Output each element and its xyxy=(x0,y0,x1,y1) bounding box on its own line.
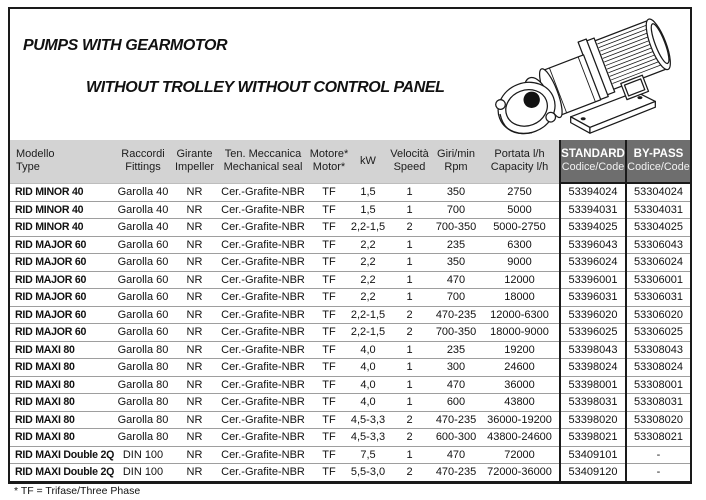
model-cell: RID MAXI 80 xyxy=(10,394,114,412)
table-cell: 2,2-1,5 xyxy=(349,306,387,324)
table-cell: NR xyxy=(172,464,217,481)
table-cell: 700 xyxy=(432,201,480,219)
table-cell: 1,5 xyxy=(349,183,387,201)
model-cell: RID MAJOR 60 xyxy=(10,236,114,254)
table-cell: Cer.-Grafite-NBR xyxy=(217,289,309,307)
table-cell: 2,2-1,5 xyxy=(349,324,387,342)
table-row xyxy=(10,429,690,447)
catalog-page-frame xyxy=(8,7,692,484)
table-cell: TF xyxy=(309,411,349,429)
table-cell: Garolla 60 xyxy=(114,324,172,342)
table-cell: 53409101 xyxy=(560,446,626,464)
table-cell: Cer.-Grafite-NBR xyxy=(217,411,309,429)
table-cell: 350 xyxy=(432,183,480,201)
header-cell-8: Portata l/h Capacity l/h xyxy=(480,140,560,183)
table-cell: 72000 xyxy=(480,446,560,464)
table-cell: Cer.-Grafite-NBR xyxy=(217,201,309,219)
table-cell: 7,5 xyxy=(349,446,387,464)
table-cell: Cer.-Grafite-NBR xyxy=(217,394,309,412)
table-cell: Garolla 60 xyxy=(114,271,172,289)
model-cell: RID MAJOR 60 xyxy=(10,254,114,272)
table-cell: 4,0 xyxy=(349,394,387,412)
table-cell: 53304025 xyxy=(626,219,690,237)
table-cell: 1 xyxy=(387,201,432,219)
table-cell: - xyxy=(626,464,690,481)
table-cell: NR xyxy=(172,341,217,359)
table-cell: 4,5-3,3 xyxy=(349,429,387,447)
table-cell: 470 xyxy=(432,271,480,289)
table-cell: NR xyxy=(172,394,217,412)
table-cell: 53396020 xyxy=(560,306,626,324)
table-cell: 12000 xyxy=(480,271,560,289)
table-cell: TF xyxy=(309,429,349,447)
table-cell: Garolla 80 xyxy=(114,376,172,394)
table-cell: 470-235 xyxy=(432,464,480,481)
table-cell: 9000 xyxy=(480,254,560,272)
table-cell: 24600 xyxy=(480,359,560,377)
table-cell: - xyxy=(626,446,690,464)
table-cell: TF xyxy=(309,341,349,359)
table-cell: 53304031 xyxy=(626,201,690,219)
table-cell: 53306001 xyxy=(626,271,690,289)
table-cell: Garolla 80 xyxy=(114,341,172,359)
table-cell: 6300 xyxy=(480,236,560,254)
table-row xyxy=(10,464,690,481)
table-cell: 12000-6300 xyxy=(480,306,560,324)
table-cell: Garolla 80 xyxy=(114,429,172,447)
table-cell: 1 xyxy=(387,254,432,272)
model-cell: RID MINOR 40 xyxy=(10,183,114,201)
table-cell: 2,2 xyxy=(349,271,387,289)
table-cell: 18000 xyxy=(480,289,560,307)
table-cell: 1,5 xyxy=(349,201,387,219)
table-cell: 300 xyxy=(432,359,480,377)
table-cell: TF xyxy=(309,289,349,307)
table-cell: 2,2 xyxy=(349,254,387,272)
table-cell: 1 xyxy=(387,289,432,307)
table-cell: Cer.-Grafite-NBR xyxy=(217,271,309,289)
table-cell: 2 xyxy=(387,306,432,324)
table-cell: TF xyxy=(309,254,349,272)
table-cell: 2,2-1,5 xyxy=(349,219,387,237)
table-cell: 4,0 xyxy=(349,359,387,377)
model-cell: RID MAXI 80 xyxy=(10,341,114,359)
table-cell: 1 xyxy=(387,376,432,394)
table-cell: Cer.-Grafite-NBR xyxy=(217,359,309,377)
table-cell: TF xyxy=(309,376,349,394)
table-cell: Cer.-Grafite-NBR xyxy=(217,376,309,394)
table-cell: TF xyxy=(309,183,349,201)
table-cell: NR xyxy=(172,183,217,201)
table-cell: NR xyxy=(172,201,217,219)
table-cell: 53308043 xyxy=(626,341,690,359)
table-cell: NR xyxy=(172,429,217,447)
table-cell: 53306025 xyxy=(626,324,690,342)
table-cell: NR xyxy=(172,411,217,429)
table-cell: NR xyxy=(172,306,217,324)
pump-gearmotor-illustration xyxy=(489,12,687,138)
table-row xyxy=(10,219,690,237)
table-cell: 36000-19200 xyxy=(480,411,560,429)
table-row xyxy=(10,289,690,307)
table-cell: NR xyxy=(172,271,217,289)
table-cell: Garolla 60 xyxy=(114,306,172,324)
table-row xyxy=(10,271,690,289)
table-cell: Cer.-Grafite-NBR xyxy=(217,219,309,237)
footnote: * TF = Trifase/Three Phase xyxy=(14,485,141,497)
model-cell: RID MAXI Double 2Q xyxy=(10,464,114,481)
table-cell: Cer.-Grafite-NBR xyxy=(217,254,309,272)
table-cell: 470 xyxy=(432,446,480,464)
table-cell: 43800 xyxy=(480,394,560,412)
table-cell: TF xyxy=(309,464,349,481)
table-cell: Garolla 40 xyxy=(114,183,172,201)
table-cell: 53398024 xyxy=(560,359,626,377)
table-cell: 700-350 xyxy=(432,324,480,342)
table-cell: 53308031 xyxy=(626,394,690,412)
table-cell: 2750 xyxy=(480,183,560,201)
table-cell: 470-235 xyxy=(432,306,480,324)
table-row xyxy=(10,446,690,464)
table-cell: Cer.-Grafite-NBR xyxy=(217,324,309,342)
table-cell: NR xyxy=(172,359,217,377)
table-cell: 600-300 xyxy=(432,429,480,447)
table-cell: 53394025 xyxy=(560,219,626,237)
model-cell: RID MAXI Double 2Q xyxy=(10,446,114,464)
table-cell: TF xyxy=(309,219,349,237)
header-cell-0: Modello Type xyxy=(10,140,114,183)
header-cell-4: Motore* Motor* xyxy=(309,140,349,183)
header-cell-5: kW xyxy=(349,140,387,183)
table-cell: 235 xyxy=(432,341,480,359)
table-cell: NR xyxy=(172,254,217,272)
table-cell: TF xyxy=(309,324,349,342)
table-cell: 4,5-3,3 xyxy=(349,411,387,429)
table-row xyxy=(10,324,690,342)
table-cell: 2 xyxy=(387,411,432,429)
table-cell: 53394024 xyxy=(560,183,626,201)
table-cell: 36000 xyxy=(480,376,560,394)
table-cell: 53308001 xyxy=(626,376,690,394)
table-cell: 53409120 xyxy=(560,464,626,481)
table-cell: 53398020 xyxy=(560,411,626,429)
header-cell-3: Ten. Meccanica Mechanical seal xyxy=(217,140,309,183)
table-cell: Garolla 60 xyxy=(114,289,172,307)
table-cell: 700 xyxy=(432,289,480,307)
table-cell: 43800-24600 xyxy=(480,429,560,447)
title-area xyxy=(10,9,690,140)
table-cell: TF xyxy=(309,394,349,412)
page-title: PUMPS WITH GEARMOTOR xyxy=(23,37,228,54)
table-row xyxy=(10,201,690,219)
table-cell: 470-235 xyxy=(432,411,480,429)
model-cell: RID MAXI 80 xyxy=(10,376,114,394)
table-cell: Garolla 60 xyxy=(114,254,172,272)
table-cell: TF xyxy=(309,236,349,254)
table-cell: 53308024 xyxy=(626,359,690,377)
table-cell: 2 xyxy=(387,429,432,447)
table-cell: 5000-2750 xyxy=(480,219,560,237)
model-cell: RID MAJOR 60 xyxy=(10,289,114,307)
table-cell: TF xyxy=(309,446,349,464)
table-cell: 5,5-3,0 xyxy=(349,464,387,481)
table-cell: Garolla 40 xyxy=(114,219,172,237)
table-cell: 5000 xyxy=(480,201,560,219)
table-cell: NR xyxy=(172,236,217,254)
model-cell: RID MINOR 40 xyxy=(10,219,114,237)
table-cell: 1 xyxy=(387,183,432,201)
table-cell: 19200 xyxy=(480,341,560,359)
table-cell: NR xyxy=(172,446,217,464)
model-cell: RID MAXI 80 xyxy=(10,429,114,447)
table-cell: 53308021 xyxy=(626,429,690,447)
table-cell: Garolla 80 xyxy=(114,359,172,377)
model-cell: RID MINOR 40 xyxy=(10,201,114,219)
table-cell: 53398001 xyxy=(560,376,626,394)
spec-table xyxy=(10,140,690,481)
table-cell: 4,0 xyxy=(349,376,387,394)
table-cell: 53396031 xyxy=(560,289,626,307)
table-row xyxy=(10,306,690,324)
table-cell: 470 xyxy=(432,376,480,394)
table-cell: NR xyxy=(172,376,217,394)
table-row xyxy=(10,359,690,377)
table-cell: Cer.-Grafite-NBR xyxy=(217,464,309,481)
table-cell: 53306031 xyxy=(626,289,690,307)
table-cell: 700-350 xyxy=(432,219,480,237)
table-cell: 1 xyxy=(387,271,432,289)
table-cell: 350 xyxy=(432,254,480,272)
table-cell: NR xyxy=(172,324,217,342)
table-cell: 600 xyxy=(432,394,480,412)
table-cell: 53306043 xyxy=(626,236,690,254)
table-cell: DIN 100 xyxy=(114,446,172,464)
table-row xyxy=(10,376,690,394)
table-row xyxy=(10,236,690,254)
table-cell: 4,0 xyxy=(349,341,387,359)
page-subtitle: WITHOUT TROLLEY WITHOUT CONTROL PANEL xyxy=(86,79,445,96)
table-cell: Cer.-Grafite-NBR xyxy=(217,341,309,359)
model-cell: RID MAJOR 60 xyxy=(10,306,114,324)
table-cell: Cer.-Grafite-NBR xyxy=(217,446,309,464)
table-cell: 2 xyxy=(387,219,432,237)
header-cell-9: STANDARD Codice/Code xyxy=(560,140,626,183)
table-cell: 53306024 xyxy=(626,254,690,272)
table-cell: 2 xyxy=(387,324,432,342)
table-cell: Cer.-Grafite-NBR xyxy=(217,236,309,254)
table-cell: 2,2 xyxy=(349,289,387,307)
table-cell: 235 xyxy=(432,236,480,254)
table-cell: 53396043 xyxy=(560,236,626,254)
header-cell-2: Girante Impeller xyxy=(172,140,217,183)
table-cell: 1 xyxy=(387,359,432,377)
table-cell: 53396001 xyxy=(560,271,626,289)
table-cell: Garolla 80 xyxy=(114,394,172,412)
table-cell: 1 xyxy=(387,394,432,412)
table-cell: 53396025 xyxy=(560,324,626,342)
table-cell: 1 xyxy=(387,341,432,359)
table-cell: Garolla 40 xyxy=(114,201,172,219)
table-row xyxy=(10,411,690,429)
table-cell: TF xyxy=(309,359,349,377)
table-cell: TF xyxy=(309,306,349,324)
table-cell: Cer.-Grafite-NBR xyxy=(217,306,309,324)
header-cell-10: BY-PASS Codice/Code xyxy=(626,140,690,183)
table-row xyxy=(10,341,690,359)
table-cell: 1 xyxy=(387,236,432,254)
table-cell: 53304024 xyxy=(626,183,690,201)
table-cell: Garolla 80 xyxy=(114,411,172,429)
table-cell: 53306020 xyxy=(626,306,690,324)
table-cell: 53398043 xyxy=(560,341,626,359)
header-cell-1: Raccordi Fittings xyxy=(114,140,172,183)
header-cell-6: Velocità Speed xyxy=(387,140,432,183)
table-cell: 53308020 xyxy=(626,411,690,429)
table-cell: Cer.-Grafite-NBR xyxy=(217,429,309,447)
table-cell: TF xyxy=(309,271,349,289)
header-cell-7: Giri/min Rpm xyxy=(432,140,480,183)
table-cell: Cer.-Grafite-NBR xyxy=(217,183,309,201)
header-row xyxy=(10,140,690,183)
table-cell: TF xyxy=(309,201,349,219)
table-row xyxy=(10,394,690,412)
model-cell: RID MAXI 80 xyxy=(10,359,114,377)
table-cell: 1 xyxy=(387,446,432,464)
table-cell: 72000-36000 xyxy=(480,464,560,481)
table-row xyxy=(10,183,690,201)
table-cell: NR xyxy=(172,289,217,307)
model-cell: RID MAJOR 60 xyxy=(10,324,114,342)
table-cell: 53396024 xyxy=(560,254,626,272)
table-row xyxy=(10,254,690,272)
model-cell: RID MAJOR 60 xyxy=(10,271,114,289)
table-cell: 2,2 xyxy=(349,236,387,254)
model-cell: RID MAXI 80 xyxy=(10,411,114,429)
table-cell: 18000-9000 xyxy=(480,324,560,342)
table-cell: 53398031 xyxy=(560,394,626,412)
table-cell: 53394031 xyxy=(560,201,626,219)
table-cell: DIN 100 xyxy=(114,464,172,481)
table-cell: 53398021 xyxy=(560,429,626,447)
table-cell: Garolla 60 xyxy=(114,236,172,254)
table-cell: 2 xyxy=(387,464,432,481)
table-cell: NR xyxy=(172,219,217,237)
